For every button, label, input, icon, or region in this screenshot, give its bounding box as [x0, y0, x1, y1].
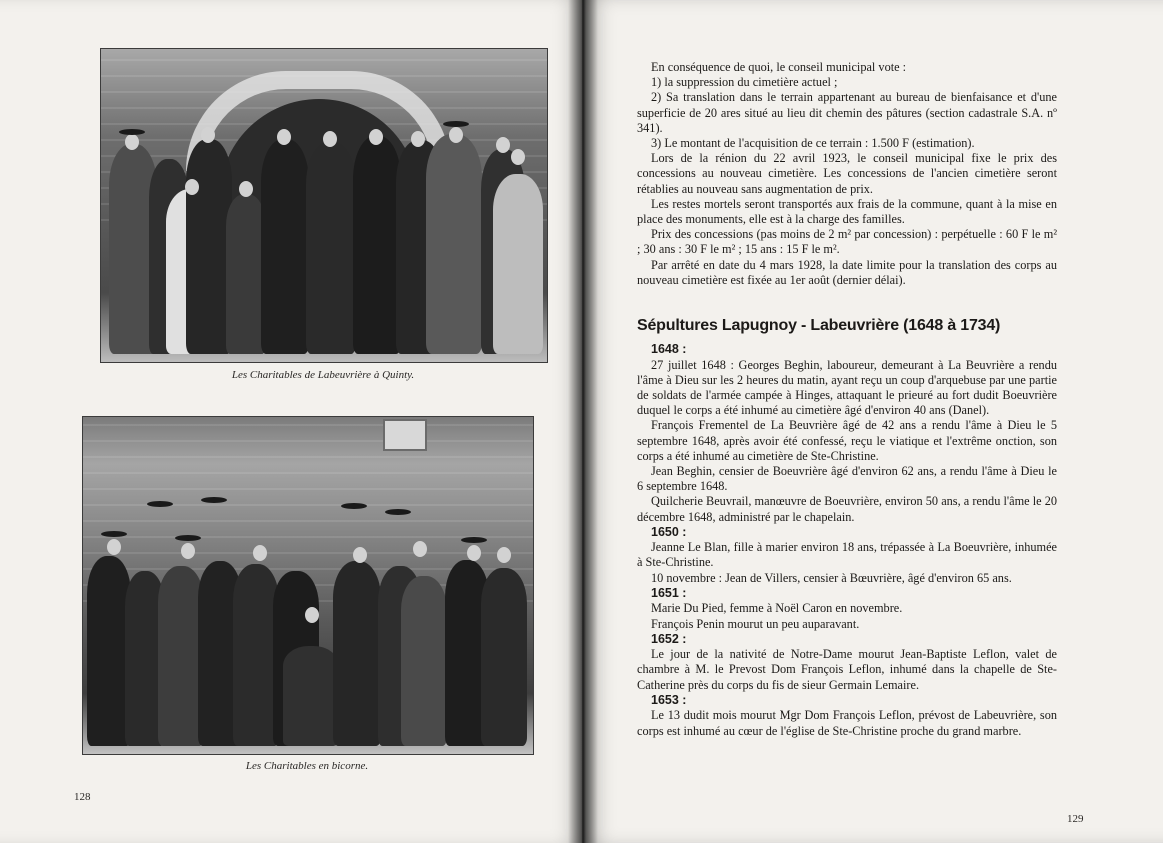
seated-person-figure [283, 646, 339, 746]
paragraph: 3) Le montant de l'acquisition de ce terrain : 1.500 F (estimation). [651, 136, 975, 151]
paragraph: Le 13 dudit mois mourut Mgr Dom François Leflon, prévost de Labeuvrière, son corps est inhumé au cœur de l'église de Ste-Christine proche du grand marbre. [637, 708, 1057, 738]
year-heading: 1651 : [651, 585, 687, 600]
book-gutter [568, 0, 598, 843]
bicorne-hat [341, 503, 367, 509]
paragraph: François Penin mourut un peu auparavant. [651, 616, 860, 631]
face [411, 131, 425, 147]
paragraph: Par arrêté en date du 4 mars 1928, la date limite pour la translation des corps au nouveau cimetière est fixée au 1er août (dernier délai). [637, 257, 1057, 287]
hat [443, 121, 469, 127]
person-figure [353, 136, 401, 354]
face [125, 134, 139, 150]
hat [175, 535, 201, 541]
person-figure [481, 568, 527, 746]
hat [101, 531, 127, 537]
year-heading: 1653 : [651, 692, 687, 707]
face [181, 543, 195, 559]
paragraph: Jean Beghin, censier de Boeuvrière âgé d'environ 62 ans, a rendu l'âme à Dieu le 6 septembre 1648. [637, 463, 1057, 494]
paragraph: Les restes mortels seront transportés aux frais de la commune, quant à la mise en place des monuments, elle est à la charge des familles. [637, 196, 1057, 227]
face [185, 179, 199, 195]
window [383, 419, 427, 451]
photo-caption: Les Charitables en bicorne. [245, 760, 369, 772]
paragraph: François Frementel de La Beuvrière âgé de 42 ans a rendu l'âme à Dieu le 5 septembre 1648, après avoir été confessé, reçu le viatique et l'extrême onction, son corps a été inhumé au cimetière de Ste-Christine. [637, 418, 1057, 463]
hat [461, 537, 487, 543]
photo-charitables-quinty [100, 48, 548, 363]
paragraph: En conséquence de quoi, le conseil municipal vote : [651, 60, 907, 74]
bicorne-hat [201, 497, 227, 503]
face [497, 547, 511, 563]
year-heading: 1648 : [651, 342, 687, 356]
year-heading: 1652 : [651, 631, 687, 646]
section-title: Sépultures Lapugnoy - Labeuvrière (1648 à 1734) [637, 317, 1001, 334]
face [323, 131, 337, 147]
person-figure [226, 194, 266, 354]
year-heading: 1650 : [651, 524, 687, 539]
face [107, 539, 121, 555]
person-figure [333, 561, 381, 746]
face [353, 547, 367, 563]
face [449, 127, 463, 143]
face [277, 129, 291, 145]
intro-text [637, 60, 1057, 288]
bicorne-hat [385, 509, 411, 515]
page-number: 129 [1067, 813, 1084, 825]
face [496, 137, 510, 153]
face [253, 545, 267, 561]
face [201, 127, 215, 143]
person-figure [306, 142, 356, 354]
page-number: 128 [74, 791, 91, 803]
paragraph: Jeanne Le Blan, fille à marier environ 18 ans, trépassée à La Boeuvrière, inhumée à Ste-Christine. [637, 540, 1057, 570]
paragraph: 10 novembre : Jean de Villers, censier à Bœuvrière, âgé d'environ 65 ans. [651, 570, 1012, 585]
paragraph: Le jour de la nativité de Notre-Dame mourut Jean-Baptiste Leflon, valet de chambre à M. le Prevost Dom François Leflon, inhumé dans la chapelle de Ste-Catherine près du corps du fis de sieur Germain Lemaire. [637, 647, 1057, 692]
hat [119, 129, 145, 135]
face [413, 541, 427, 557]
person-figure [401, 576, 447, 746]
paragraph: 2) Sa translation dans le terrain appartenant au bureau de bienfaisance et d'une superficie de 20 ares situé au lieu dit chemin des pâtures (section cadastrale S.A. nº 341). [637, 90, 1057, 135]
face [467, 545, 481, 561]
face [239, 181, 253, 197]
bicorne-hat [147, 501, 173, 507]
face [369, 129, 383, 145]
paragraph: 1) la suppression du cimetière actuel ; [651, 75, 838, 90]
paragraph: Lors de la rénion du 22 avril 1923, le conseil municipal fixe le prix des concessions au nouveau cimetière. Les concessions de l'ancien cimetière seront rétablies au nouveau sans augmentation de prix. [637, 151, 1057, 196]
paragraph: Prix des concessions (pas moins de 2 m² par concession) : perpétuelle : 60 F le m² ; 30 ans : 30 F le m² ; 15 ans : 15 F le m². [637, 227, 1057, 257]
paragraph: 27 juillet 1648 : Georges Beghin, laboureur, demeurant à La Beuvrière a rendu l'âme à Dieu sur les 2 heures du matin, ayant reçu un coup d'arquebuse par une partie de soldats de l'armée campée à Hinges, attaquant le prieuré au fort dudit Boeuvrière duquel le corps a été inhumé au cimetière âgé d'environ 40 ans (Danel). [637, 357, 1057, 418]
face [305, 607, 319, 623]
photo-caption: Les Charitables de Labeuvrière à Quinty. [231, 369, 415, 381]
burial-entries [637, 342, 1057, 739]
person-figure [261, 139, 309, 354]
person-figure [493, 174, 543, 354]
face [511, 149, 525, 165]
paragraph: Quilcherie Beuvrail, manœuvre de Boeuvrière, environ 50 ans, a rendu l'âme le 20 décembre 1648, administré par le chapelain. [637, 494, 1057, 524]
photo-charitables-bicorne [82, 416, 534, 755]
paragraph: Marie Du Pied, femme à Noël Caron en novembre. [651, 601, 903, 616]
person-figure [426, 134, 482, 354]
